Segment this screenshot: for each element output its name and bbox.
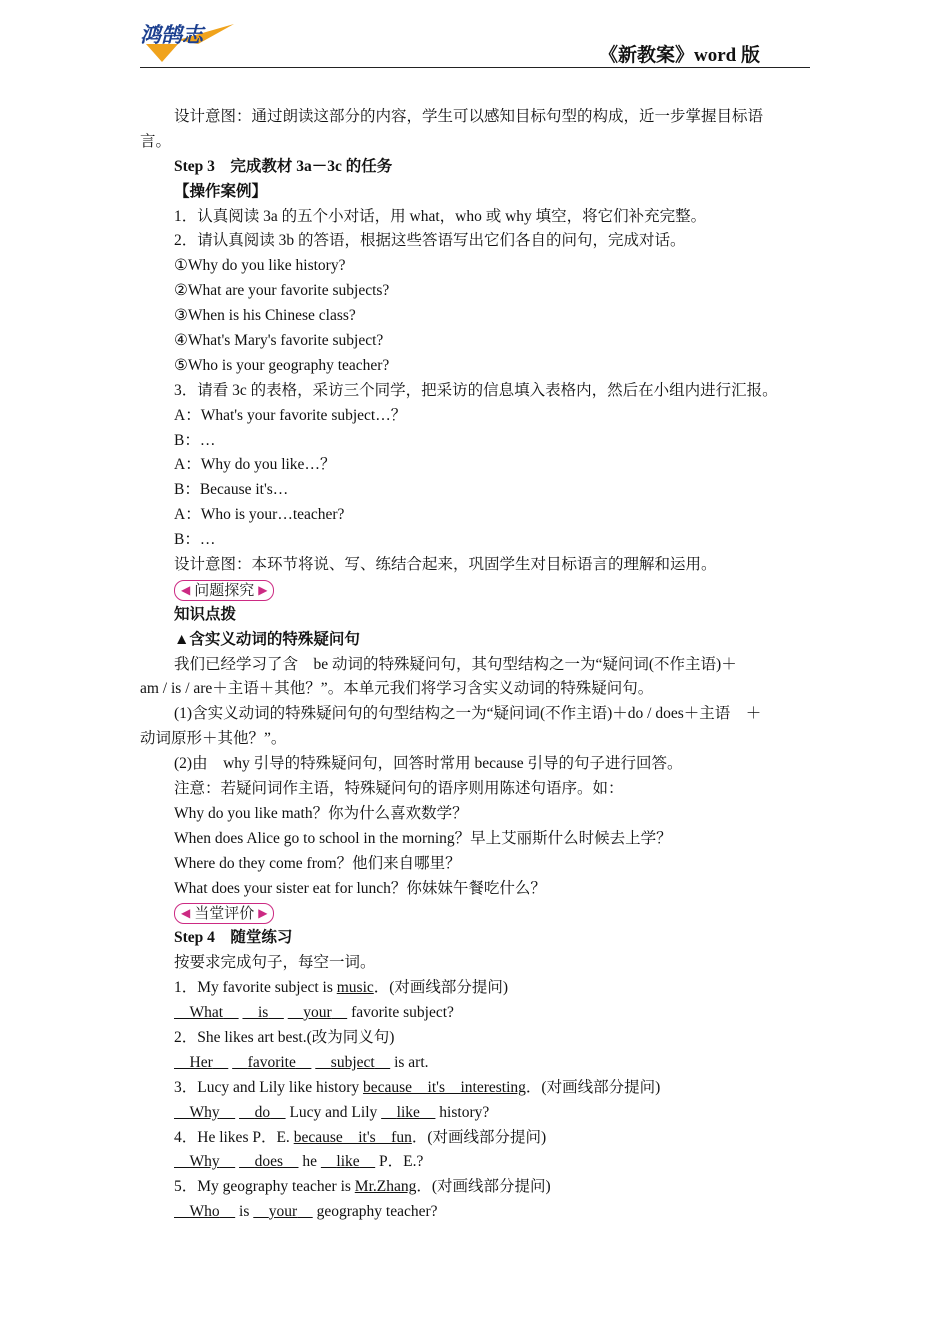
double-left-arrow-icon: ◀ xyxy=(181,906,191,921)
para-1b: am / is / are＋主语＋其他？”。本单元我们将学习含实义动词的特殊疑问句。 xyxy=(140,680,654,698)
para-2a: (1)含实义动词的特殊疑问句的句型结构之一为“疑问词(不作主语)＋do / does＋主语 ＋ xyxy=(174,705,762,723)
blank-answer: your xyxy=(303,1004,332,1022)
example-3: Where do they come from？他们来自哪里？ xyxy=(174,854,461,872)
para-4: 注意：若疑问词作主语，特殊疑问句的语序则用陈述句语序。如： xyxy=(174,780,624,798)
question-5: ⑤Who is your geography teacher? xyxy=(174,356,390,374)
example-2: When does Alice go to school in the morning？早上艾丽斯什么时候去上学？ xyxy=(174,829,672,847)
step3-heading: Step 3 完成教材 3a－3c 的任务 xyxy=(174,157,393,175)
exercise-requirement: 按要求完成句子，每空一词。 xyxy=(174,954,376,972)
design-intent-2: 设计意图：本环节将说、写、练结合起来，巩固学生对目标语言的理解和运用。 xyxy=(174,556,717,574)
exercise-2: 2．She likes art best.(改为同义句) xyxy=(174,1028,395,1046)
dialogue-1: A：What's your favorite subject…？ xyxy=(174,406,407,424)
blank-answer: Why xyxy=(189,1103,220,1121)
dialogue-4: B：Because it's… xyxy=(174,481,289,499)
blank-answer: subject xyxy=(330,1053,375,1071)
blank-answer: like xyxy=(396,1103,420,1121)
blank-answer: What xyxy=(189,1004,224,1022)
exercise-4: 4．He likes P．E. because it's fun．(对画线部分提问) xyxy=(174,1128,547,1146)
exercise-5: 5．My geography teacher is Mr.Zhang．(对画线部分提问) xyxy=(174,1178,551,1196)
section-badge-row-1 xyxy=(140,578,820,603)
example-1: Why do you like math？你为什么喜欢数学？ xyxy=(174,804,468,822)
operation-case-heading: 【操作案例】 xyxy=(174,182,268,200)
exercise-3: 3．Lucy and Lily like history because it's interesting．(对画线部分提问) xyxy=(174,1078,661,1096)
design-intent-1: 设计意图：通过朗读这部分的内容，学生可以感知目标句型的构成，近一步掌握目标语 xyxy=(174,108,764,125)
answer-5: Who is your geography teacher? xyxy=(140,1200,820,1225)
double-left-arrow-icon: ◀ xyxy=(181,582,191,597)
double-right-arrow-icon: ▶ xyxy=(258,582,268,597)
badge-label: 问题探究 xyxy=(194,580,255,599)
underlined-text: music xyxy=(336,979,374,997)
para-2b: 动词原形＋其他？”。 xyxy=(140,730,287,748)
design-intent-1-cont: 言。 xyxy=(140,132,172,150)
blank-answer: is xyxy=(258,1004,269,1022)
badge-label: 当堂评价 xyxy=(194,904,255,923)
section-badge-inquiry xyxy=(174,580,274,601)
task-1: 1．认真阅读 3a 的五个小对话，用 what，who 或 why 填空，将它们补充完整。 xyxy=(174,207,707,225)
exercise-1: 1．My favorite subject is music．(对画线部分提问) xyxy=(174,979,509,997)
header-title: 《新教案》word 版 xyxy=(599,45,760,66)
step4-heading: Step 4 随堂练习 xyxy=(174,929,293,947)
answer-4: Why does he like P．E.? xyxy=(140,1150,820,1175)
question-4: ④What's Mary's favorite subject? xyxy=(174,332,384,350)
knowledge-heading: 知识点拨 xyxy=(174,605,237,623)
knowledge-title: ▲含实义动词的特殊疑问句 xyxy=(174,630,360,648)
answer-1: What is your favorite subject? xyxy=(140,1001,820,1026)
underlined-text: Mr.Zhang xyxy=(354,1178,417,1196)
answer-2: Her favorite subject is art. xyxy=(140,1051,820,1076)
section-badge-assessment xyxy=(174,903,274,924)
answer-3: Why do Lucy and Lily like history? xyxy=(140,1101,820,1126)
para-3: (2)由 why 引导的特殊疑问句，回答时常用 because 引导的句子进行回答。 xyxy=(174,755,683,773)
blank-answer: like xyxy=(336,1153,360,1171)
question-1: ①Why do you like history? xyxy=(174,257,346,275)
document-body xyxy=(140,105,820,1225)
dialogue-2: B：… xyxy=(174,431,216,449)
blank-answer: Her xyxy=(189,1053,213,1071)
section-badge-row-2 xyxy=(140,902,820,927)
task-2: 2．请认真阅读 3b 的答语，根据这些答语写出它们各自的问句，完成对话。 xyxy=(174,232,686,250)
dialogue-3: A：Why do you like…？ xyxy=(174,456,336,474)
header-divider xyxy=(140,67,810,68)
logo xyxy=(138,18,238,64)
blank-answer: Why xyxy=(189,1153,220,1171)
dialogue-5: A：Who is your…teacher? xyxy=(174,506,345,524)
blank-answer: favorite xyxy=(247,1053,296,1071)
example-4: What does your sister eat for lunch？你妹妹午餐吃什么？ xyxy=(174,879,546,897)
underlined-text: because it's fun xyxy=(293,1128,412,1146)
blank-answer: your xyxy=(268,1203,298,1221)
para-1a: 我们已经学习了含 be 动词的特殊疑问句，其句型结构之一为“疑问词(不作主语)＋ xyxy=(174,655,737,673)
blank-answer: Who xyxy=(189,1203,220,1221)
logo-text: 鸿鹄志 xyxy=(140,23,203,47)
task-3: 3．请看 3c 的表格，采访三个同学，把采访的信息填入表格内，然后在小组内进行汇报。 xyxy=(174,381,778,399)
double-right-arrow-icon: ▶ xyxy=(258,906,268,921)
dialogue-6: B：… xyxy=(174,531,216,549)
underlined-text: because it's interesting xyxy=(362,1078,526,1096)
question-2: ②What are your favorite subjects? xyxy=(174,282,390,300)
blank-answer: do xyxy=(254,1103,271,1121)
blank-answer: does xyxy=(254,1153,283,1171)
question-3: ③When is his Chinese class? xyxy=(174,307,356,325)
